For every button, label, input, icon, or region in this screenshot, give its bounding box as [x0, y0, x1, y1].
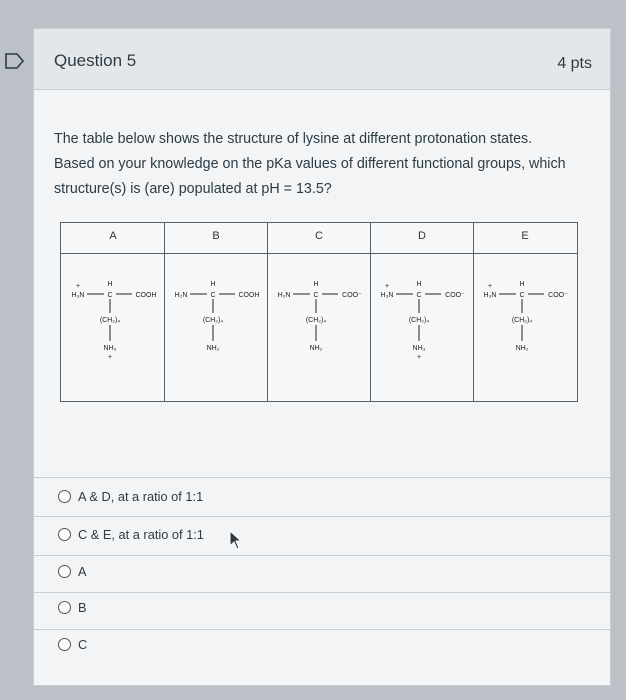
question-header: [34, 29, 610, 90]
answer-separator: [34, 477, 610, 478]
alpha-amine-label: H₂N: [174, 292, 188, 299]
epsilon-amine-label: NH₂: [515, 345, 529, 352]
column-label: B: [212, 230, 220, 242]
answer-label: B: [78, 600, 87, 615]
amine-charge: +: [384, 283, 390, 290]
carboxyl-label: COOH: [135, 292, 157, 299]
hydrogen-label: H: [519, 281, 525, 288]
epsilon-amine-label: NH₂: [206, 345, 220, 352]
radio-button[interactable]: [58, 638, 71, 651]
amine-charge: +: [416, 354, 422, 361]
amine-charge: +: [487, 283, 493, 290]
answer-separator: [34, 516, 610, 517]
lysine-structure: [164, 253, 268, 401]
mouse-pointer-icon: [229, 530, 243, 550]
answer-option-5[interactable]: [58, 637, 87, 652]
epsilon-amine-label: NH₃: [103, 345, 117, 352]
answer-option-4[interactable]: [58, 600, 87, 615]
column-label: A: [109, 230, 117, 242]
alpha-amine-label: H₃N: [380, 292, 394, 299]
alpha-amine-label: H₂N: [277, 292, 291, 299]
hydrogen-label: H: [210, 281, 216, 288]
answer-separator: [34, 629, 610, 630]
radio-button[interactable]: [58, 601, 71, 614]
alpha-carbon-label: C: [210, 292, 216, 299]
alpha-amine-label: H₃N: [71, 292, 85, 299]
lysine-structure: [61, 253, 165, 401]
answer-label: A: [78, 564, 87, 579]
epsilon-amine-label: NH₃: [412, 345, 426, 352]
amine-charge: +: [107, 354, 113, 361]
carboxyl-label: COO⁻: [548, 292, 568, 299]
radio-button[interactable]: [58, 565, 71, 578]
question-title: Question 5: [54, 51, 137, 70]
column-label: C: [315, 230, 323, 242]
side-chain-label: (CH₂)₄: [511, 317, 533, 324]
amine-charge: +: [75, 283, 81, 290]
radio-button[interactable]: [58, 490, 71, 503]
hydrogen-label: H: [313, 281, 319, 288]
carboxyl-label: COO⁻: [445, 292, 465, 299]
answer-label: C & E, at a ratio of 1:1: [78, 527, 204, 542]
hydrogen-label: H: [107, 281, 113, 288]
side-chain-label: (CH₂)₄: [305, 317, 327, 324]
flag-icon[interactable]: [5, 53, 25, 69]
question-text: The table below shows the structure of lysine at different protonation states. Based on your knowledge on the pKa values of different functional groups, which structure(s) is (are) populated at pH = 13.5?: [54, 131, 566, 197]
lysine-structure: [473, 253, 577, 401]
alpha-amine-label: H₃N: [483, 292, 497, 299]
side-chain-label: (CH₂)₄: [408, 317, 430, 324]
answer-option-3[interactable]: [58, 564, 87, 579]
column-label: E: [521, 230, 529, 242]
hydrogen-label: H: [416, 281, 422, 288]
side-chain-label: (CH₂)₄: [99, 317, 121, 324]
answer-label: A & D, at a ratio of 1:1: [78, 489, 204, 504]
alpha-carbon-label: C: [313, 292, 319, 299]
lysine-structure: [267, 253, 371, 401]
lysine-structure: [370, 253, 474, 401]
side-chain-label: (CH₂)₄: [202, 317, 224, 324]
structure-table: [60, 222, 578, 402]
carboxyl-label: COO⁻: [342, 292, 362, 299]
column-label: D: [418, 230, 426, 242]
epsilon-amine-label: NH₂: [309, 345, 323, 352]
alpha-carbon-label: C: [107, 292, 113, 299]
alpha-carbon-label: C: [416, 292, 422, 299]
alpha-carbon-label: C: [519, 292, 525, 299]
answer-separator: [34, 592, 610, 593]
answer-separator: [34, 555, 610, 556]
question-card: [33, 28, 611, 686]
answer-option-1[interactable]: [58, 489, 203, 504]
carboxyl-label: COOH: [238, 292, 260, 299]
answer-label: C: [78, 637, 88, 652]
answer-option-2[interactable]: [58, 527, 204, 542]
radio-button[interactable]: [58, 528, 71, 541]
question-points: 4 pts: [557, 55, 592, 72]
